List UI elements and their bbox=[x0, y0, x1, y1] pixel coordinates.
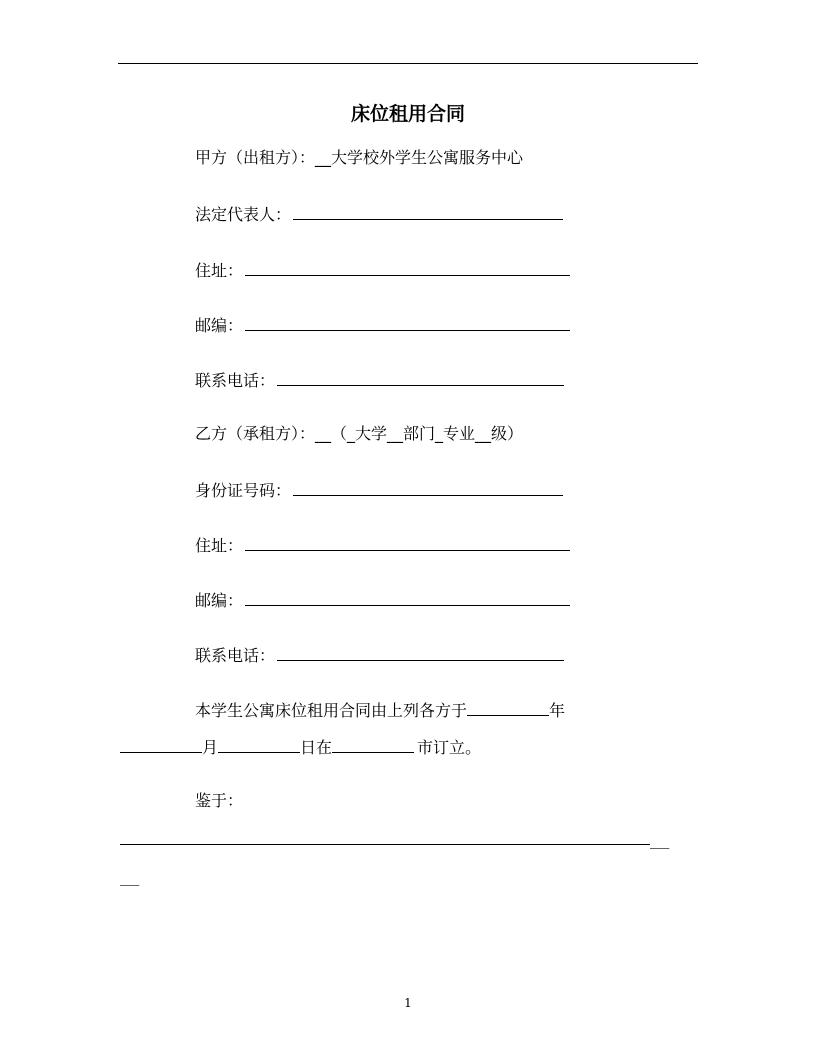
party-b-postcode-label: 邮编： bbox=[195, 591, 244, 610]
signing-city-label: 市订立。 bbox=[417, 738, 482, 757]
document-title: 床位租用合同 bbox=[350, 103, 465, 125]
party-a-address-blank[interactable] bbox=[245, 258, 570, 276]
party-b-id-label: 身份证号码： bbox=[195, 481, 292, 500]
party-b-postcode-blank[interactable] bbox=[245, 588, 570, 606]
signing-month-label: 月 bbox=[202, 738, 219, 757]
party-a-legal-rep-label: 法定代表人： bbox=[195, 205, 292, 224]
party-b-address-label: 住址： bbox=[195, 536, 244, 555]
party-a-postcode-label: 邮编： bbox=[195, 316, 244, 335]
party-b-id-row bbox=[195, 478, 563, 502]
signing-day-blank[interactable] bbox=[218, 735, 300, 753]
party-a-address-label: 住址： bbox=[195, 261, 244, 280]
party-b-address-row bbox=[195, 533, 570, 557]
party-a-phone-row bbox=[195, 368, 564, 392]
party-a-phone-blank[interactable] bbox=[277, 368, 564, 386]
party-a-legal-rep-row bbox=[195, 202, 563, 226]
signing-prefix: 本学生公寓床位租用合同由上列各方于 bbox=[195, 701, 468, 720]
party-a-address-row bbox=[195, 258, 570, 282]
whereas-blank-tail: __ bbox=[650, 830, 670, 849]
signing-line-2 bbox=[120, 735, 481, 759]
signing-line-1 bbox=[195, 698, 565, 722]
signing-year-label: 年 bbox=[549, 701, 566, 720]
signing-month-blank[interactable] bbox=[120, 735, 202, 753]
whereas-label: 鉴于： bbox=[195, 791, 244, 810]
party-a-phone-label: 联系电话： bbox=[195, 371, 276, 390]
whereas-blank-line[interactable] bbox=[120, 844, 650, 845]
page-number: 1 bbox=[404, 996, 412, 1010]
header-rule bbox=[118, 63, 698, 64]
party-b-phone-label: 联系电话： bbox=[195, 646, 276, 665]
party-a-legal-rep-blank[interactable] bbox=[293, 202, 563, 220]
party-b-phone-row bbox=[195, 643, 564, 667]
signing-day-label: 日在 bbox=[300, 738, 333, 757]
party-b-postcode-row bbox=[195, 588, 570, 612]
signing-year-blank[interactable] bbox=[467, 698, 549, 716]
party-b-heading: 乙方（承租方）：__（_大学__部门_专业__级） bbox=[195, 424, 524, 443]
party-a-postcode-row bbox=[195, 313, 570, 337]
party-a-heading: 甲方（出租方）：__大学校外学生公寓服务中心 bbox=[195, 148, 524, 167]
whereas-blank-continuation: __ bbox=[120, 867, 140, 886]
signing-city-blank[interactable] bbox=[332, 735, 414, 753]
party-a-postcode-blank[interactable] bbox=[245, 313, 570, 331]
party-b-address-blank[interactable] bbox=[245, 533, 570, 551]
party-b-id-blank[interactable] bbox=[293, 478, 563, 496]
party-b-phone-blank[interactable] bbox=[277, 643, 564, 661]
